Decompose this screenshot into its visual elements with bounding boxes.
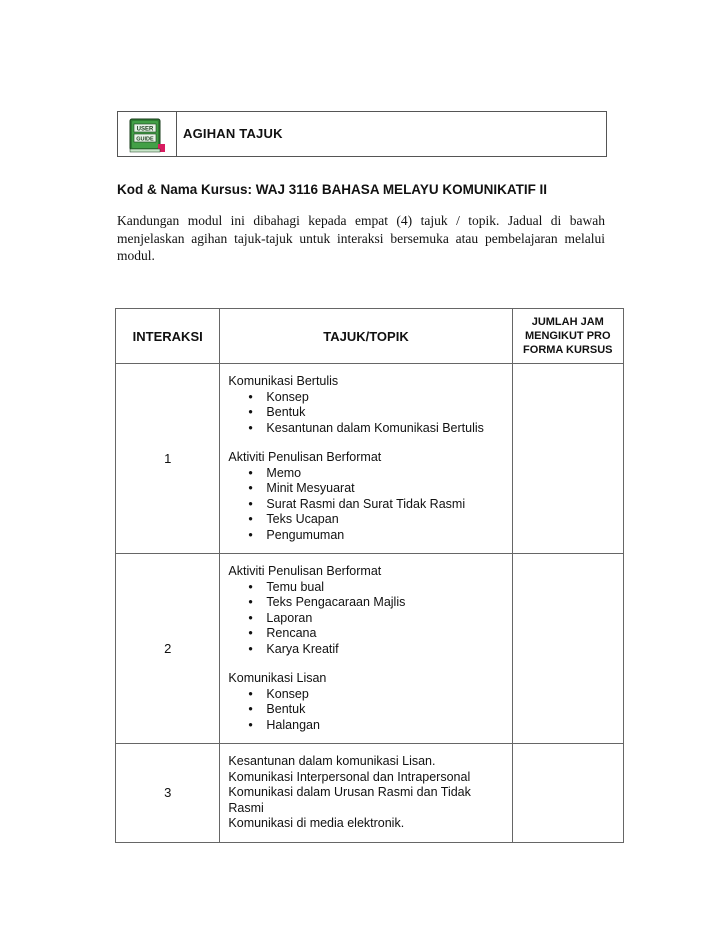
list-item: • Halangan [266, 718, 505, 734]
row-hours [512, 554, 623, 744]
header-jumlah-jam: JUMLAH JAM MENGIKUT PRO FORMA KURSUS [512, 309, 623, 364]
icon-text-guide: GUIDE [136, 136, 154, 143]
table-row [116, 364, 624, 554]
list-item: • Rencana [266, 626, 505, 642]
topic-title: Aktiviti Penulisan Berformat [228, 564, 382, 578]
list-item: • Pengumuman [266, 528, 505, 544]
list-item: • Bentuk [266, 702, 505, 718]
row-topics [220, 364, 512, 554]
list-item: • Laporan [266, 611, 505, 627]
row-number: 3 [116, 744, 220, 843]
topic-line: Komunikasi di media elektronik. [228, 816, 405, 830]
list-item: • Konsep [266, 687, 505, 703]
topic-list [228, 390, 505, 437]
topic-list [228, 687, 505, 734]
list-item: • Memo [266, 466, 505, 482]
section-header [117, 111, 607, 157]
topic-line: Komunikasi Interpersonal dan Intrapersonal [228, 769, 471, 784]
topic-list [228, 466, 505, 544]
list-item: • Minit Mesyuarat [266, 481, 505, 497]
list-item: • Temu bual [266, 580, 505, 596]
icon-text-user: USER [136, 126, 154, 133]
topic-line: Kesantunan dalam komunikasi Lisan. [228, 754, 436, 768]
topic-title: Aktiviti Penulisan Berformat [228, 450, 382, 464]
topic-line: Komunikasi dalam Urusan Rasmi dan Tidak Rasmi [228, 785, 471, 815]
list-item: • Konsep [266, 390, 505, 406]
row-hours [512, 744, 623, 843]
list-item: • Surat Rasmi dan Surat Tidak Rasmi [266, 497, 505, 513]
header-icon-cell [118, 112, 177, 156]
list-item: • Kesantunan dalam Komunikasi Bertulis [266, 421, 505, 437]
row-hours [512, 364, 623, 554]
topic-list [228, 580, 505, 658]
user-guide-icon [128, 116, 166, 154]
header-interaksi: INTERAKSI [116, 309, 220, 364]
topic-title: Komunikasi Lisan [228, 671, 327, 685]
row-topics [220, 554, 512, 744]
row-number: 2 [116, 554, 220, 744]
course-title: Kod & Nama Kursus: WAJ 3116 BAHASA MELAYU KOMUNIKATIF II [117, 182, 548, 197]
row-number: 1 [116, 364, 220, 554]
header-tajuk-topik: TAJUK/TOPIK [220, 309, 512, 364]
list-item: • Bentuk [266, 405, 505, 421]
row-topics [220, 744, 512, 843]
table-header-row [116, 309, 624, 364]
table-row [116, 744, 624, 843]
list-item: • Karya Kreatif [266, 642, 505, 658]
list-item: • Teks Pengacaraan Majlis [266, 595, 505, 611]
topic-distribution-table [115, 308, 624, 843]
header-title: AGIHAN TAJUK [183, 126, 283, 141]
topic-title: Komunikasi Bertulis [228, 374, 339, 388]
table-row [116, 554, 624, 744]
list-item: • Teks Ucapan [266, 512, 505, 528]
intro-paragraph: Kandungan modul ini dibahagi kepada empat (4) tajuk / topik. Jadual di bawah menjelaskan agihan tajuk-tajuk untuk interaksi bersemuka atau pembelajaran melalui modul. [117, 213, 605, 263]
